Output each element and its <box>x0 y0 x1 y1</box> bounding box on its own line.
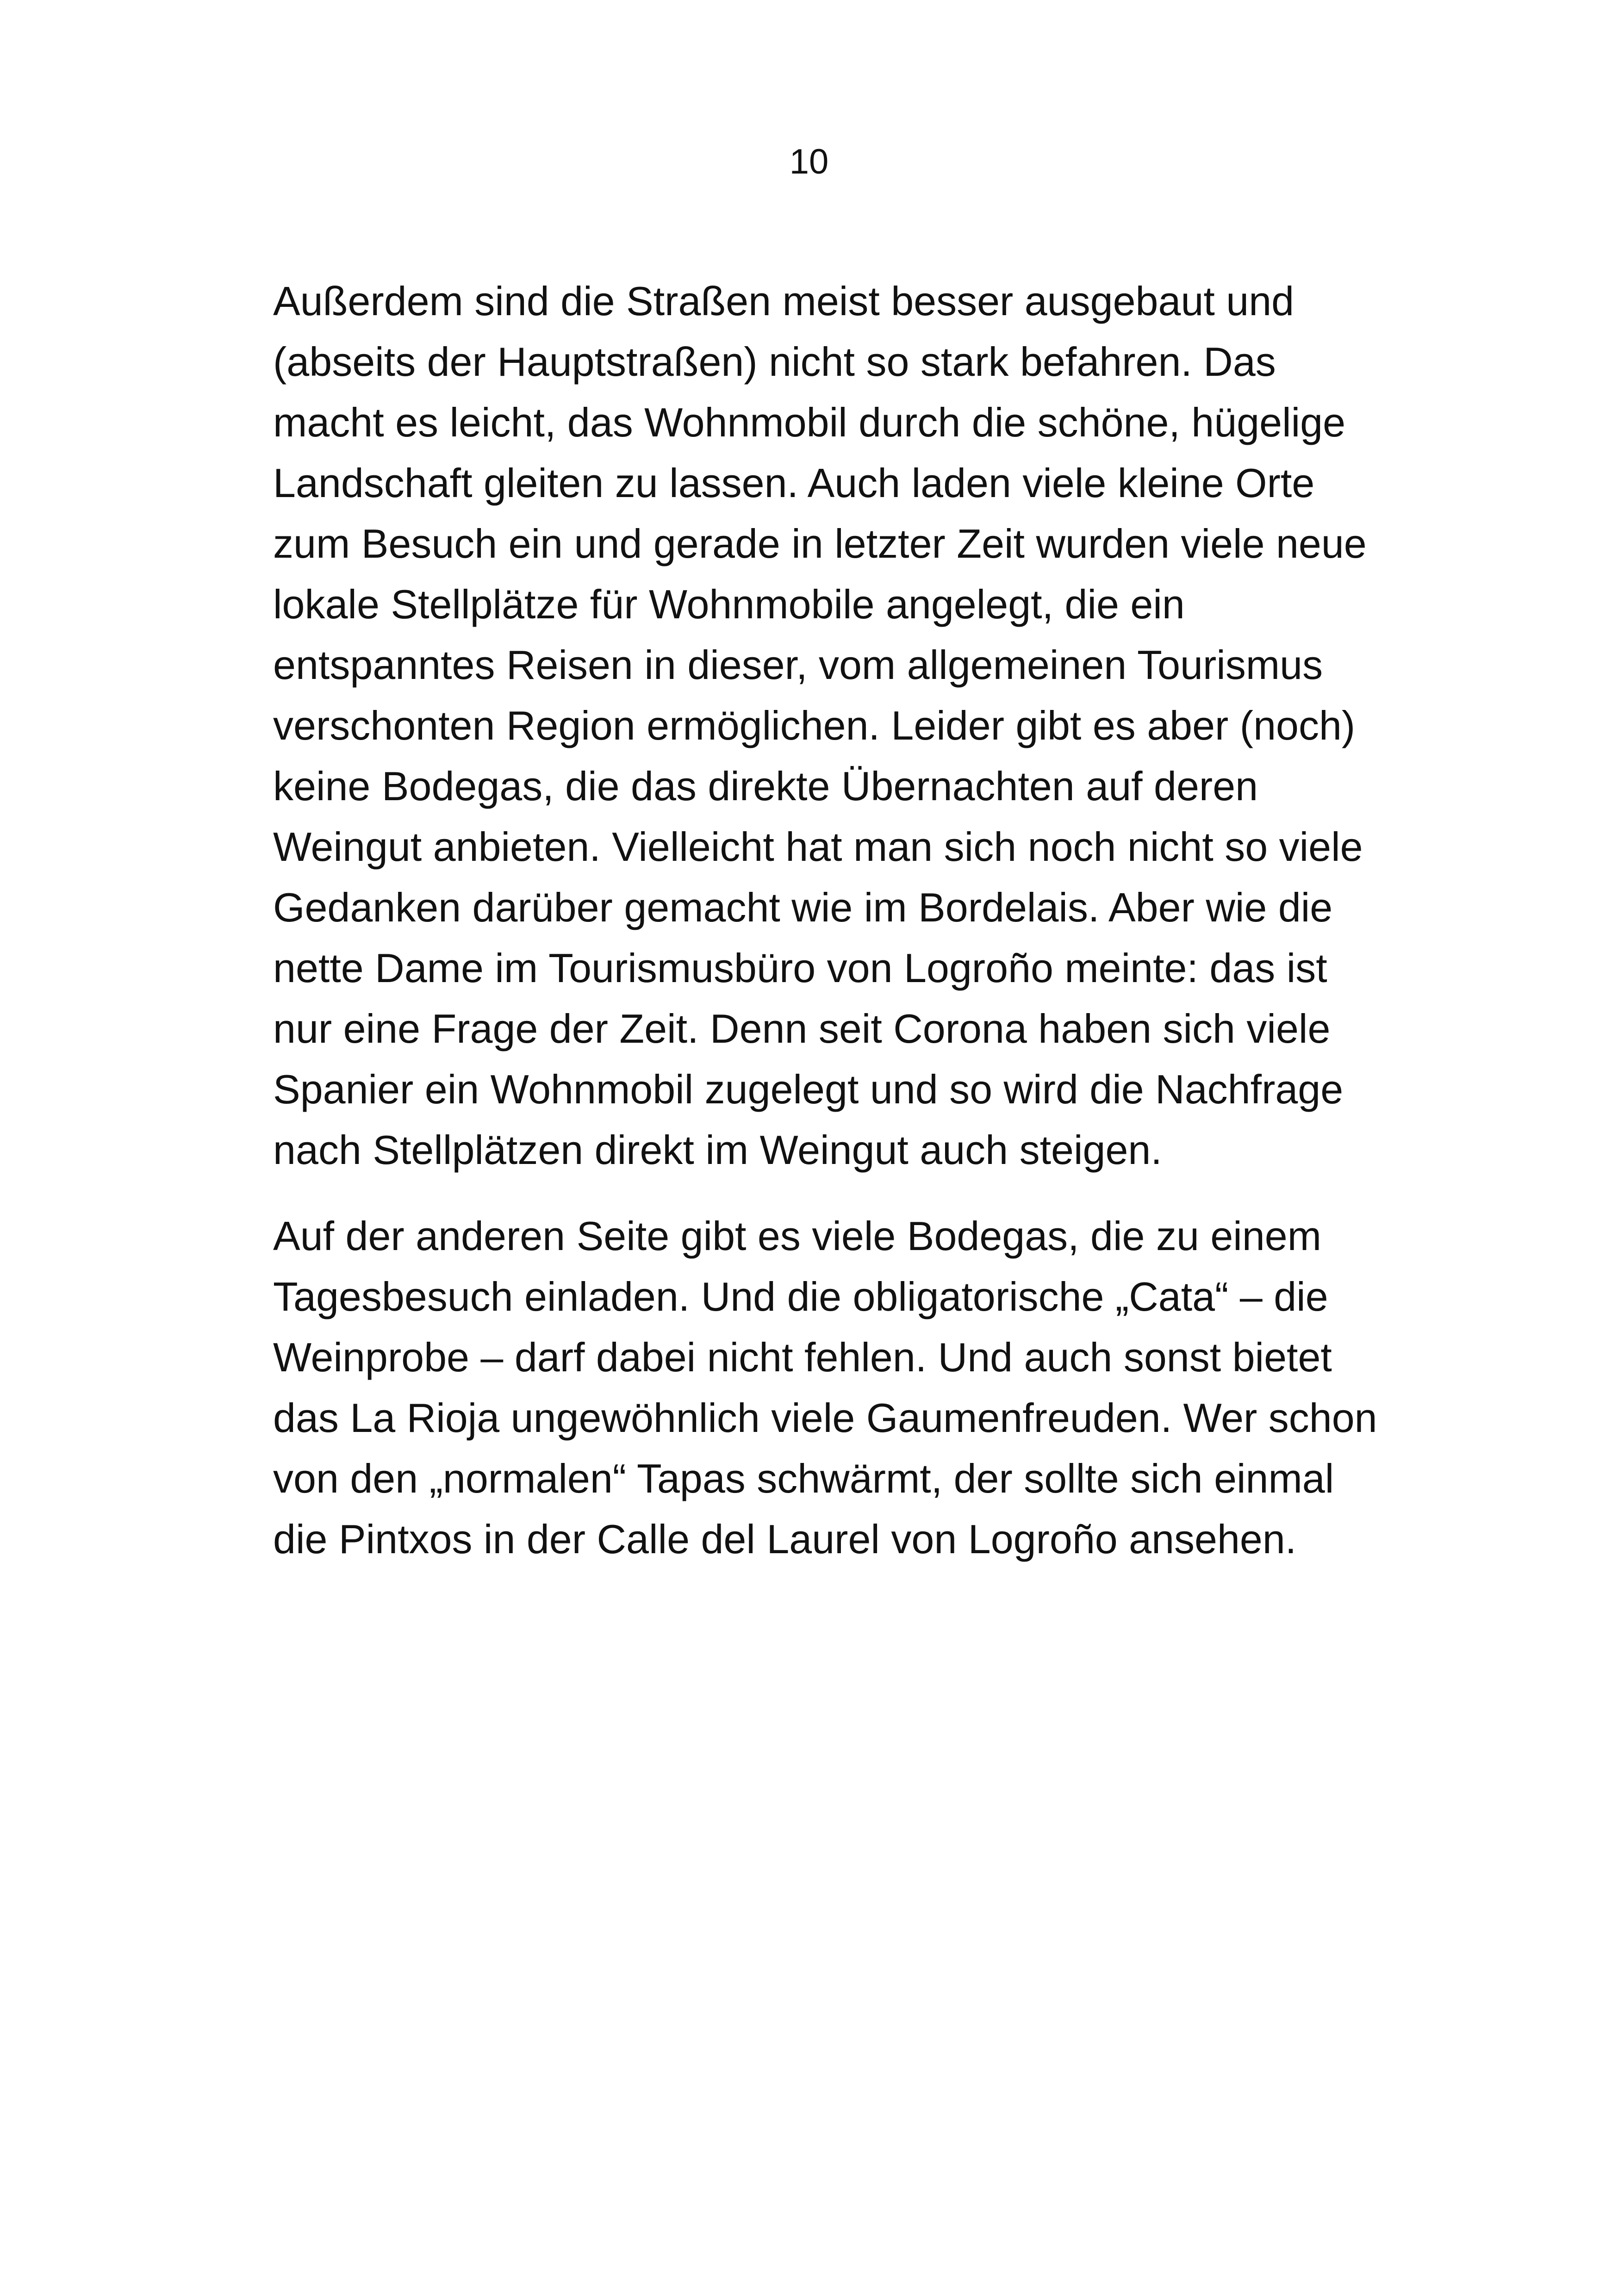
text-line: (abseits der Hauptstraßen) nicht so stark befahren. Das <box>273 339 1276 385</box>
text-line: Auf der anderen Seite gibt es viele Bodegas, die zu einem <box>273 1213 1322 1259</box>
paragraph-1 <box>273 271 1439 1180</box>
text-line: nach Stellplätzen direkt im Weingut auch steigen. <box>273 1127 1162 1173</box>
paragraph-2 <box>273 1206 1439 1569</box>
text-line: die Pintxos in der Calle del Laurel von Logroño ansehen. <box>273 1516 1297 1562</box>
text-line: Weingut anbieten. Vielleicht hat man sich noch nicht so viele <box>273 824 1363 870</box>
text-line: Weinprobe – darf dabei nicht fehlen. Und auch sonst bietet <box>273 1334 1332 1380</box>
text-line: zum Besuch ein und gerade in letzter Zeit wurden viele neue <box>273 521 1367 566</box>
text-line: nur eine Frage der Zeit. Denn seit Corona haben sich viele <box>273 1006 1331 1052</box>
text-line: Tagesbesuch einladen. Und die obligatorische „Cata“ – die <box>273 1274 1328 1319</box>
text-line: Spanier ein Wohnmobil zugelegt und so wird die Nachfrage <box>273 1066 1344 1112</box>
text-line: macht es leicht, das Wohnmobil durch die schöne, hügelige <box>273 399 1346 445</box>
page-number: 10 <box>789 142 829 181</box>
text-line: Landschaft gleiten zu lassen. Auch laden viele kleine Orte <box>273 460 1315 506</box>
text-line: Gedanken darüber gemacht wie im Bordelais. Aber wie die <box>273 884 1333 930</box>
text-line: lokale Stellplätze für Wohnmobile angelegt, die ein <box>273 581 1185 627</box>
text-line: keine Bodegas, die das direkte Übernachten auf deren <box>273 763 1258 809</box>
text-line: verschonten Region ermöglichen. Leider gibt es aber (noch) <box>273 703 1356 748</box>
text-line: Außerdem sind die Straßen meist besser ausgebaut und <box>273 278 1294 324</box>
text-line: entspanntes Reisen in dieser, vom allgemeinen Tourismus <box>273 642 1323 688</box>
text-line: das La Rioja ungewöhnlich viele Gaumenfreuden. Wer schon <box>273 1395 1377 1441</box>
text-line: von den „normalen“ Tapas schwärmt, der sollte sich einmal <box>273 1456 1334 1501</box>
text-line: nette Dame im Tourismusbüro von Logroño meinte: das ist <box>273 945 1327 991</box>
page-body <box>273 271 1439 1569</box>
